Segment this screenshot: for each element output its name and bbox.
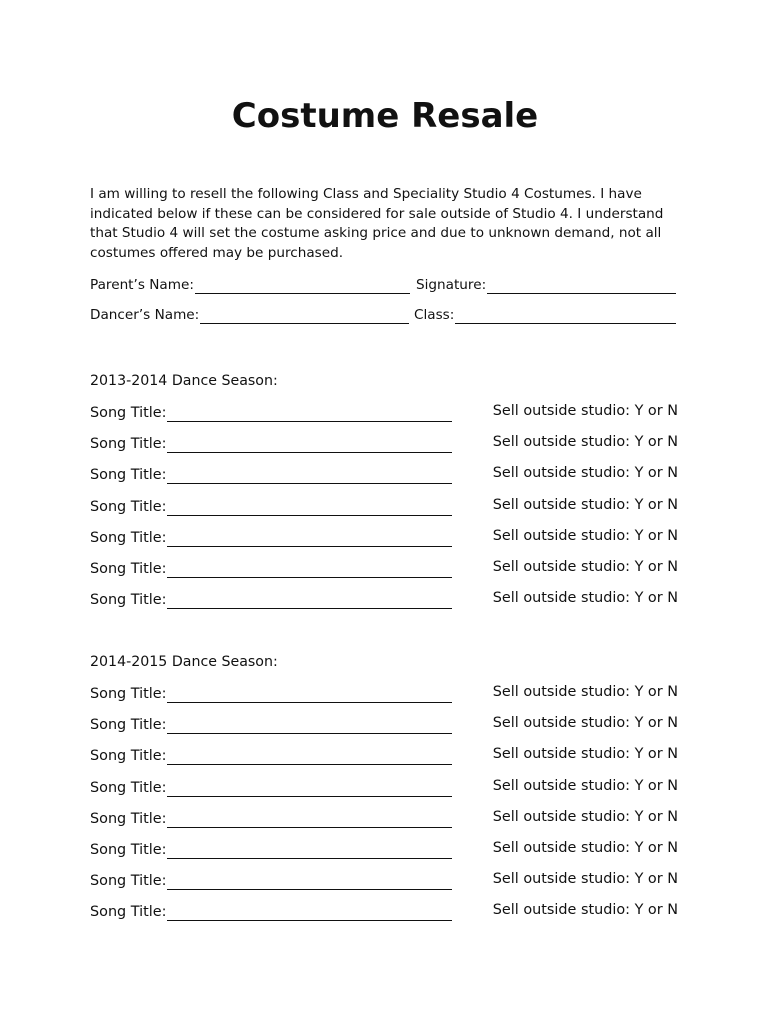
sell-outside-studio-option[interactable]: Sell outside studio: Y or N: [492, 403, 678, 419]
song-title-field[interactable]: [90, 868, 452, 890]
song-title-field[interactable]: [90, 400, 452, 422]
sell-outside-studio-option[interactable]: Sell outside studio: Y or N: [492, 777, 678, 794]
intro-paragraph: I am willing to resell the following Class and Speciality Studio 4 Costumes. I have indicated below if these can be considered for sale outside of Studio 4. I understand that Studio 4 will set the costume asking price and due to unknown demand, not all costumes offered may be purchased.: [90, 186, 664, 261]
song-row: [90, 525, 678, 547]
song-title-field[interactable]: [90, 462, 452, 484]
signature-label: Signature:: [416, 277, 487, 293]
song-title-line[interactable]: [167, 406, 452, 422]
sell-outside-studio-option[interactable]: Sell outside studio: Y or N: [492, 559, 678, 575]
song-row: [90, 837, 678, 859]
sell-outside-studio-option[interactable]: Sell outside studio: Y or N: [492, 434, 678, 451]
parent-name-label: Parent’s Name:: [90, 277, 194, 293]
song-title-field[interactable]: [90, 712, 452, 734]
song-row: [90, 899, 678, 921]
song-row: [90, 494, 678, 516]
song-title-line[interactable]: [167, 593, 452, 609]
song-title-field[interactable]: [90, 899, 452, 921]
sell-outside-studio-option[interactable]: Sell outside studio: Y or N: [492, 527, 678, 544]
song-title-line[interactable]: [167, 718, 452, 734]
song-title-label: Song Title:: [90, 467, 167, 484]
song-title-label: Song Title:: [90, 873, 167, 890]
song-row: [90, 462, 678, 484]
song-row: [90, 806, 678, 828]
song-title-line[interactable]: [167, 562, 452, 578]
sell-outside-studio-option[interactable]: Sell outside studio: Y or N: [492, 871, 678, 888]
sell-outside-studio-option[interactable]: Sell outside studio: Y or N: [492, 746, 678, 763]
song-title-field[interactable]: [90, 431, 452, 453]
song-row: [90, 743, 678, 765]
song-title-field[interactable]: [90, 806, 452, 828]
song-title-field[interactable]: [90, 525, 452, 547]
song-title-line[interactable]: [167, 531, 452, 547]
song-row: [90, 431, 678, 453]
song-title-field[interactable]: [90, 681, 452, 703]
song-title-label: Song Title:: [90, 529, 167, 546]
song-title-line[interactable]: [167, 812, 452, 828]
song-title-label: Song Title:: [90, 592, 167, 609]
song-title-line[interactable]: [167, 843, 452, 859]
song-title-line[interactable]: [167, 905, 452, 921]
song-title-line[interactable]: [167, 437, 452, 453]
song-title-label: Song Title:: [90, 748, 167, 765]
parent-name-line[interactable]: [195, 278, 410, 294]
dancer-name-label: Dancer’s Name:: [90, 307, 200, 323]
class-field[interactable]: [414, 302, 676, 324]
song-title-label: Song Title:: [90, 904, 167, 921]
signature-field[interactable]: [416, 272, 676, 294]
song-title-field[interactable]: [90, 743, 452, 765]
song-title-label: Song Title:: [90, 405, 167, 421]
song-row: [90, 868, 678, 890]
song-row: [90, 400, 678, 422]
song-title-label: Song Title:: [90, 717, 167, 734]
song-title-label: Song Title:: [90, 498, 167, 515]
song-title-field[interactable]: [90, 556, 452, 578]
page-title: Costume Resale: [231, 96, 539, 136]
song-title-line[interactable]: [167, 749, 452, 765]
song-row: [90, 587, 678, 609]
class-line[interactable]: [455, 308, 676, 324]
song-title-line[interactable]: [167, 500, 452, 516]
song-title-line[interactable]: [167, 781, 452, 797]
song-row: [90, 712, 678, 734]
season-heading: 2013-2014 Dance Season:: [90, 373, 278, 389]
song-title-label: Song Title:: [90, 810, 167, 827]
class-label: Class:: [414, 307, 455, 323]
season-heading: 2014-2015 Dance Season:: [90, 654, 278, 670]
song-row: [90, 556, 678, 578]
song-row: [90, 681, 678, 703]
dancer-class-row: [90, 302, 676, 324]
song-title-label: Song Title:: [90, 436, 167, 453]
song-title-line[interactable]: [167, 687, 452, 703]
sell-outside-studio-option[interactable]: Sell outside studio: Y or N: [492, 684, 678, 700]
song-row: [90, 775, 678, 797]
sell-outside-studio-option[interactable]: Sell outside studio: Y or N: [492, 840, 678, 856]
song-title-line[interactable]: [167, 468, 452, 484]
sell-outside-studio-option[interactable]: Sell outside studio: Y or N: [492, 808, 678, 825]
parent-signature-row: [90, 272, 676, 294]
parent-name-field[interactable]: [90, 272, 410, 294]
song-title-label: Song Title:: [90, 561, 167, 577]
signature-line[interactable]: [487, 278, 676, 294]
sell-outside-studio-option[interactable]: Sell outside studio: Y or N: [492, 496, 678, 513]
sell-outside-studio-option[interactable]: Sell outside studio: Y or N: [492, 715, 678, 732]
sell-outside-studio-option[interactable]: Sell outside studio: Y or N: [492, 465, 678, 482]
dancer-name-line[interactable]: [200, 308, 409, 324]
song-title-field[interactable]: [90, 775, 452, 797]
sell-outside-studio-option[interactable]: Sell outside studio: Y or N: [492, 590, 678, 607]
sell-outside-studio-option[interactable]: Sell outside studio: Y or N: [492, 902, 678, 919]
song-title-field[interactable]: [90, 587, 452, 609]
song-title-field[interactable]: [90, 837, 452, 859]
song-title-label: Song Title:: [90, 686, 167, 702]
dancer-name-field[interactable]: [90, 302, 409, 324]
song-title-label: Song Title:: [90, 842, 167, 858]
song-title-label: Song Title:: [90, 779, 167, 796]
song-title-line[interactable]: [167, 874, 452, 890]
song-title-field[interactable]: [90, 494, 452, 516]
